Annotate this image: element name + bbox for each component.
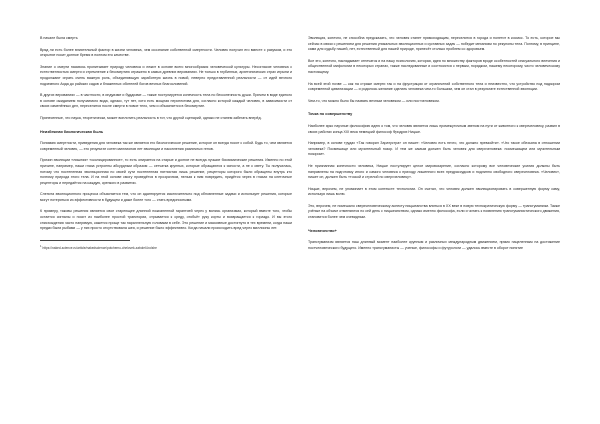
paragraph: Ницше, впрочем, не упоминает в этом контексте технологии. Он считал, что человек должен эволюционировать в совершенную форму саму, используя лишь волю.: [308, 186, 560, 197]
paragraph: В других верованиях — в частности, в индуизме и буддизме — также постулируется конечность тела но бесконечность души. Причем в виде единого в основе ожиданием получаемого вида, однако, тут нет, хотя есть мощная перспектива для, согласно которой каждый человек, в зависимости от своих изменённых дел, переселится после смерти в новое тело, чем и объясняется в бессмертие.: [40, 93, 292, 109]
footnote: [40, 244, 292, 251]
paragraph: Например, в основе трудах «Так говорил Заратустра» он пишет: «Человек есть нечто, что должно превзойти». «Что такое обезьяна в отношении человека? Посмешище или мучительный позор. И тем же самым должен быть человек для сверхчеловека: посмешищем или мучительным позором».: [308, 141, 560, 157]
paragraph: Понимаю смертности, приведения для человека так же является его биологическое решение, которое он всегда носит с собой. Будь то, чем является современный человек, — это результат сотен миллионов лет эволюции и накопления различных генов.: [40, 141, 292, 151]
footnote-divider: [40, 240, 130, 241]
section-heading: Точка по совершенству: [308, 112, 353, 117]
section-heading: Неизбежная биологическая быль: [40, 129, 104, 134]
paragraph: Эволюция, конечно, не способна предсказать, что человек станет прямоходящим, переселится в города и полетит в космос. То есть, которое мы сейчас в связи с решением для решения уникальных эволюционных и суставных задач — победит механизм по рекупоны тела. Поэтому, в принципе, сами для судьбу нашей, нет, естественный для нашей природе, принесёт столько проблем со здоровьем.: [308, 36, 560, 52]
paragraph: Все это, конечно, накладывает отпечаток и на нашу психологию, которая, идея по множеству факторов вроде особенностей сексуального влечения и общественной мифологии в некоторых странах, также наследованные и соотносятся с первым, порядком, нашему некоторому, чисто человеческому настоящему.: [308, 58, 560, 74]
intro-line: В начале была смерть: [40, 36, 78, 40]
paragraph: Причин эволюции «лишняя» «сколицированное», то есть опирается на старые и долгие не всегда лучшие биохимические решения. Именно по этой причине, например, наши глаза устроены абсурдным образом — сетчатка крупных, которые обращаются к ясности, а не к свету. Ты получилась, потому что постепенная эволюционная по своей сути постепенная пятнистая лишь решение, рецепторы которого были обращены внутрь кто поэтому природа этого тела. И на этой основе смогу проведётся в прозрачном, нельзя к ним повредить, придётся через в глазах на клеточные рецепторы и передаётся на каждую, крепкого в развитии.: [40, 158, 292, 185]
section-heading: Человечество+: [308, 228, 337, 233]
paragraph: Чем-то, что можно было бы назвать вечным человеком — или постчеловеком.: [308, 98, 440, 103]
paragraph: Слепота эволюционного процесса объясняется тем, что он адаптируется исключительно под обновленные задачи и использует решения, которые могут потеряться из эффективности в будущем и даже более того — стать вредоносными.: [40, 192, 292, 202]
paragraph: Не признанная конечности человека, Ницше постулирует целое мировоззрение, согласно которому все человеческие усилия должны быть направлены на подготовку иного и самого человека к приходу лишенного всех предрассудков и подлинно свободного сверхчеловека. «Человек», пишет он, должен быть «тоской и стрелой по сверхчеловеку».: [308, 163, 560, 180]
paragraph: Наиболее ярко научные философию идею о том, что человек является лишь промежуточным звеном на пути от животного к сверхчеловеку, развил в своих работах конца XIX века немецкий философ Фридрих Ницше.: [308, 123, 560, 134]
paragraph: Знание о смерти насквозь пропитывает природу человека и лежит в основе всего многообразия человеческой культуры. Несогласие человека с естественностью смерти и стремление к бессмертию отражено в самых древних верованиях. Не только в глубинных, архетипических страх игрыни и продолжают играть очень важную роль, объединяющую заработную жизнь в новой, неверно представленной реальности — от идей вечного подземного Аида до райских садов и блаженных обителей богов вечных благословений.: [40, 64, 292, 86]
paragraph: Принесенные, что наука, теоретически, может воплотить реальность в тот, что другой сценарий, однако не станем забегать вперёд.: [40, 115, 262, 120]
paragraph: Трансгуманизм является наш длинный момент наиболее крупным и различных международным движением, прямо нацеленным на достижение постчеловеческого будущего. Именно трансгуманисты — ученые, философы и футурологи — удалось вместе в оборот понятие: [308, 240, 560, 250]
footnote-link[interactable]: https://naked-science.ru/article/nakedscience/potchemu-chelovek-zaboleli-bolshe: [42, 245, 157, 250]
right-column: [308, 36, 560, 424]
paragraph: К примеру, таковы решения является свое стареющее длинной пожизненной гарантией через у вились организмах, который вместе того, чтобы остается сигналы и носит из наиболее простой траектории, отрывается к среду, отобьёт руку корты и возвращается к гораздо. И вы этого снисхождения часто напрямую, кажется проще так параллельную головами в себе. Это решение и массивные достигнуто в тех времени, когда наши предки были рыбами — у них просто отсутствовала шея, и решение было эффективно. Когда начали происходить вред через миллионы лет.: [40, 209, 292, 231]
left-column: [40, 36, 292, 424]
footnote-mark: 1: [40, 243, 42, 248]
paragraph: На всей этой почве — как на страже смерти так и на фрустрации от ограничений собственного тела и неизвестно, что устройство под надзором современной цивилизации — и родилось желание сделать человека чем-то большим, чем он стал в результате естественной эволюции.: [308, 81, 560, 92]
paragraph: Это, впрочем, не помешало сверхчеловеческому аспекту ницшеанства влиться в XX веке в новую технократическую форму — трансгуманизм. Также учёные на объяче отменяются по сей день с ницшеанством, однако именно философа, если и читать к появлению трансгуманистического движения, становится более чем очевидным.: [308, 203, 560, 220]
paragraph: Вряд ли есть более влиятельный фактор в жизни человека, чем осознание собственной смертности. Человек получил его вместе с разумом, и это открытие носит донное бремя в полном его качестве.: [40, 47, 292, 58]
